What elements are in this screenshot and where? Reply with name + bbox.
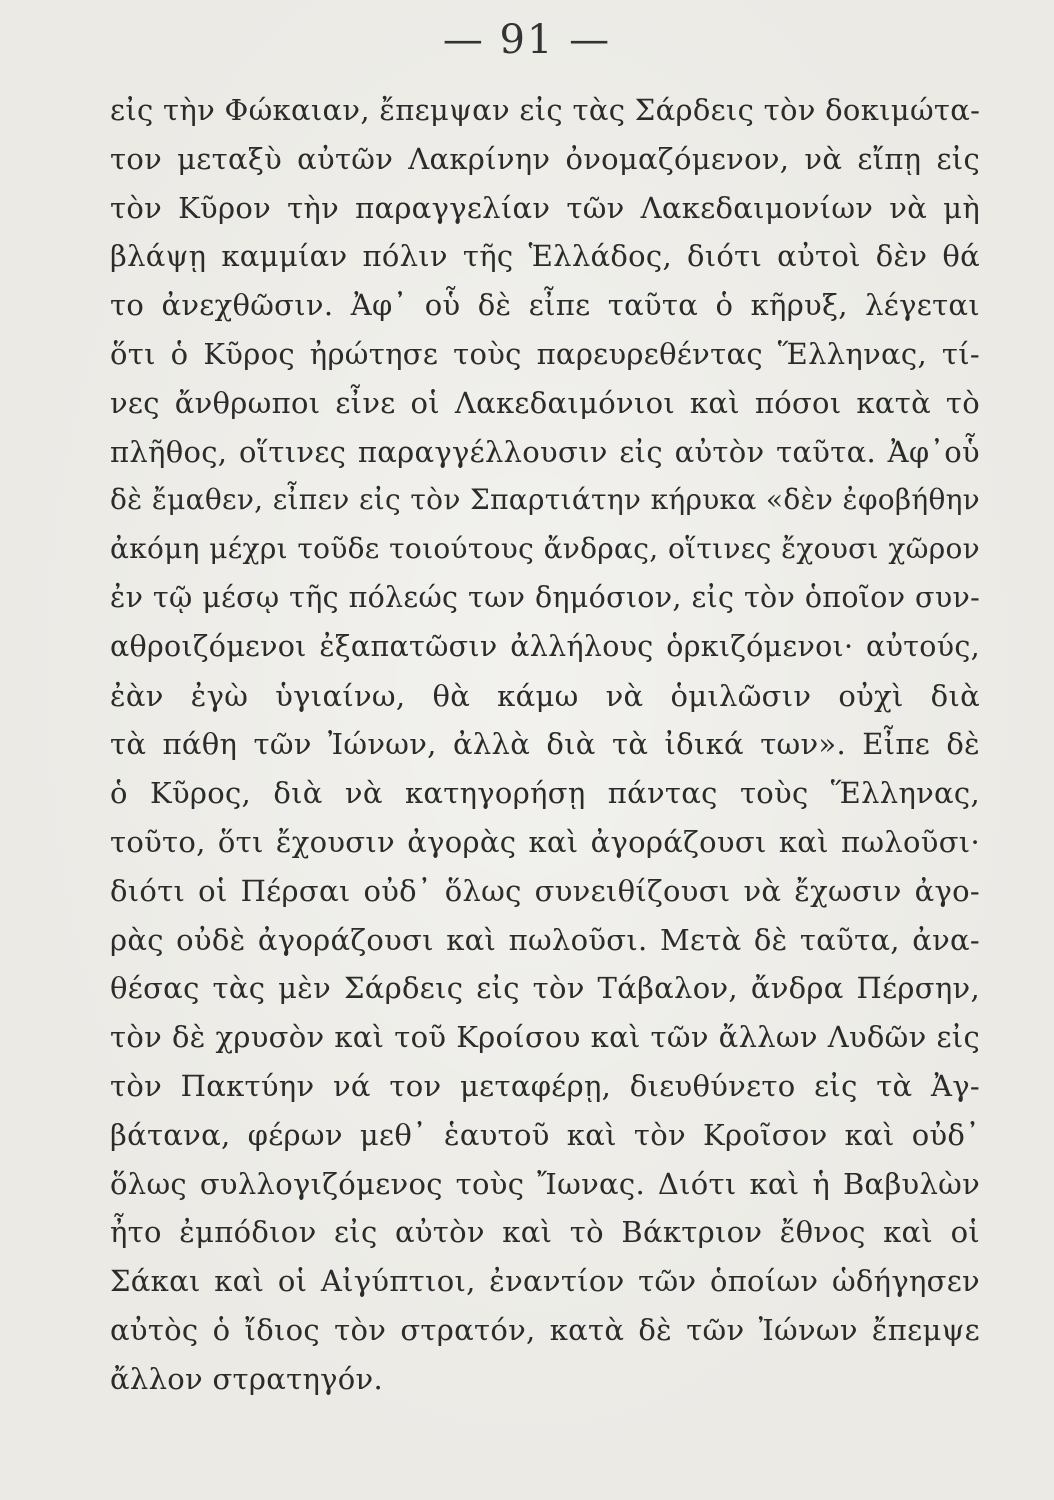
text-line-12: αθροιζόμενοι ἐξαπατῶσιν ἀλλήλους ὁρκιζόμενοι· αὐτούς, xyxy=(110,629,980,663)
body-text xyxy=(110,86,980,1404)
text-line-24: ἦτο ἐμπόδιον εἰς αὐτὸν καὶ τὸ Βάκτριον ἔθνος καὶ οἱ xyxy=(110,1215,980,1250)
text-line-21: τὸν Πακτύην νά τον μεταφέρῃ, διευθύνετο εἰς τὰ Ἀγ- xyxy=(110,1068,980,1103)
text-line-8: πλῆθος, οἵτινες παραγγέλλουσιν εἰς αὐτὸν ταῦτα. Ἀφ᾽οὗ xyxy=(110,434,980,469)
text-line-23: ὅλως συλλογιζόμενος τοὺς Ἴωνας. Διότι καὶ ἡ Βαβυλὼν xyxy=(110,1166,980,1201)
text-line-22: βάτανα, φέρων μεθ᾽ ἑαυτοῦ καὶ τὸν Κροῖσον καὶ οὐδ᾽ xyxy=(110,1117,980,1152)
text-line-16: τοῦτο, ὅτι ἔχουσιν ἀγορὰς καὶ ἀγοράζουσι καὶ πωλοῦσι· xyxy=(110,824,980,859)
text-line-25: Σάκαι καὶ οἱ Αἰγύπτιοι, ἐναντίον τῶν ὁποίων ὡδήγησεν xyxy=(110,1264,980,1299)
page-number: — 91 — xyxy=(442,17,612,63)
text-line-2: τον μεταξὺ αὐτῶν Λακρίνην ὀνομαζόμενον, νὰ εἴπῃ εἰς xyxy=(110,141,980,176)
text-line-20: τὸν δὲ χρυσὸν καὶ τοῦ Κροίσου καὶ τῶν ἄλλων Λυδῶν εἰς xyxy=(110,1020,980,1055)
text-line-1: εἰς τὴν Φώκαιαν, ἔπεμψαν εἰς τὰς Σάρδεις τὸν δοκιμώτα- xyxy=(110,93,980,127)
text-line-27: ἄλλον στρατηγόν. xyxy=(110,1361,383,1396)
text-line-3: τὸν Κῦρον τὴν παραγγελίαν τῶν Λακεδαιμονίων νὰ μὴ xyxy=(110,190,980,225)
text-line-9: δὲ ἔμαθεν, εἶπεν εἰς τὸν Σπαρτιάτην κήρυκα «δὲν ἐφοβήθην xyxy=(110,483,980,517)
text-line-5: το ἀνεχθῶσιν. Ἀφ᾽ οὗ δὲ εἶπε ταῦτα ὁ κῆρυξ, λέγεται xyxy=(110,288,980,323)
text-line-17: διότι οἱ Πέρσαι οὐδ᾽ ὅλως συνειθίζουσι νὰ ἔχωσιν ἀγο- xyxy=(110,873,980,908)
text-line-4: βλάψῃ καμμίαν πόλιν τῆς Ἑλλάδος, διότι αὐτοὶ δὲν θά xyxy=(110,239,980,274)
text-line-19: θέσας τὰς μὲν Σάρδεις εἰς τὸν Τάβαλον, ἄνδρα Πέρσην, xyxy=(110,971,980,1006)
text-line-13: ἐὰν ἐγὼ ὑγιαίνω, θὰ κάμω νὰ ὁμιλῶσιν οὐχὶ διὰ xyxy=(110,678,980,713)
text-line-15: ὁ Κῦρος, διὰ νὰ κατηγορήσῃ πάντας τοὺς Ἕλληνας, xyxy=(110,776,980,811)
text-line-26: αὐτὸς ὁ ἴδιος τὸν στρατόν, κατὰ δὲ τῶν Ἰώνων ἔπεμψε xyxy=(110,1312,980,1347)
text-line-14: τὰ πάθη τῶν Ἰώνων, ἀλλὰ διὰ τὰ ἰδικά των». Εἶπε δὲ xyxy=(110,727,980,762)
text-line-18: ρὰς οὐδὲ ἀγοράζουσι καὶ πωλοῦσι. Μετὰ δὲ ταῦτα, ἀνα- xyxy=(110,922,980,957)
text-line-11: ἐν τῷ μέσῳ τῆς πόλεώς των δημόσιον, εἰς τὸν ὁποῖον συν- xyxy=(110,580,980,614)
text-line-10: ἀκόμη μέχρι τοῦδε τοιούτους ἄνδρας, οἵτινες ἔχουσι χῶρον xyxy=(110,532,980,566)
text-line-7: νες ἄνθρωποι εἶνε οἱ Λακεδαιμόνιοι καὶ πόσοι κατὰ τὸ xyxy=(110,385,980,420)
text-line-6: ὅτι ὁ Κῦρος ἠρώτησε τοὺς παρευρεθέντας Ἕλληνας, τί- xyxy=(110,336,980,371)
